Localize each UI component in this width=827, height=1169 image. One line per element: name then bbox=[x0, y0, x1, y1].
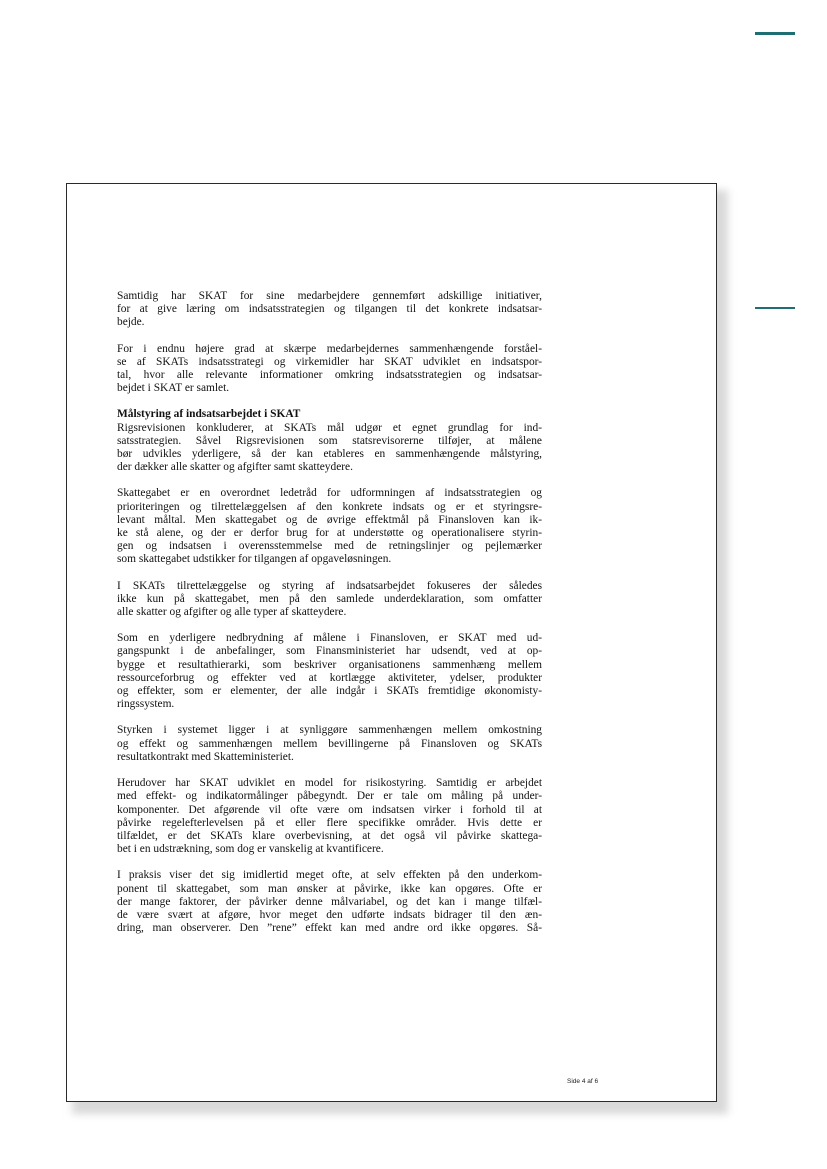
text-line: komponenter. Det afgørende vil ofte være om indsatsen virker i forhold til at bbox=[117, 803, 542, 816]
text-line: de være svært at afgøre, hvor meget den udførte indsats bidrager til den æn- bbox=[117, 908, 542, 921]
text-line: I SKATs tilrettelæggelse og styring af indsatsarbejdet fokuseres der således bbox=[117, 579, 542, 592]
text-line: og effekt og sammenhængen mellem bevillingerne på Finansloven og SKATs bbox=[117, 737, 542, 750]
text-line: for at give læring om indsatsstrategien og tilgangen til det konkrete indsatsar- bbox=[117, 303, 542, 316]
text-line: dring, man observerer. Den ”rene” effekt kan med andre ord ikke opgøres. Så- bbox=[117, 922, 542, 935]
text-line: tal, hvor alle relevante informationer omkring indsatsstrategien og indsatsar- bbox=[117, 369, 542, 382]
text-line: Samtidig har SKAT for sine medarbejdere gennemført adskillige initiativer, bbox=[117, 290, 542, 302]
text-line: bør udvikles yderligere, så der kan etableres en sammenhængende målstyring, bbox=[117, 448, 542, 461]
text-line: satsstrategien. Såvel Rigsrevisionen som statsrevisorerne tilføjer, at målene bbox=[117, 434, 542, 447]
text-line: tilfældet, er det SKATs klare overbevisning, at det også vil påvirke skattega- bbox=[117, 829, 542, 842]
paragraph bbox=[117, 632, 542, 711]
text-line: alle skatter og afgifter og alle typer af skatteydere. bbox=[117, 606, 347, 619]
document-body bbox=[117, 290, 542, 948]
paragraph bbox=[117, 724, 542, 764]
text-line: I praksis viser det sig imidlertid meget ofte, at selv effekten på den underkom- bbox=[117, 869, 542, 882]
text-line: For i endnu højere grad at skærpe medarbejdernes sammenhængende forståel- bbox=[117, 342, 542, 355]
paragraph bbox=[117, 408, 542, 474]
document-page bbox=[66, 183, 717, 1102]
text-line: bejdet i SKAT er samlet. bbox=[117, 382, 230, 395]
text-line: Skattegabet er en overordnet ledetråd for udformningen af indsatsstrategien og bbox=[117, 487, 542, 500]
text-line: bygge et resultathierarki, som beskriver organisationens sammenhæng mellem bbox=[117, 658, 542, 671]
text-line: se af SKATs indsatsstrategi og virkemidler har SKAT udviklet en indsatspor- bbox=[117, 355, 542, 368]
text-line: bejde. bbox=[117, 316, 145, 329]
paragraph bbox=[117, 777, 542, 856]
text-line: ringssystem. bbox=[117, 698, 175, 711]
text-line: der mange faktorer, der påvirker denne målvariabel, og det kan i mange tilfæl- bbox=[117, 895, 542, 908]
paragraph bbox=[117, 290, 542, 330]
text-line: Styrken i systemet ligger i at synliggøre sammenhængen mellem omkostning bbox=[117, 724, 542, 737]
text-line: levant måltal. Men skattegabet og de øvrige effektmål på Finansloven kan ik- bbox=[117, 513, 542, 526]
text-line: ponent til skattegabet, som man ønsker at påvirke, ikke kan opgøres. Ofte er bbox=[117, 882, 542, 895]
text-line: Rigsrevisionen konkluderer, at SKATs mål udgør et egnet grundlag for ind- bbox=[117, 421, 542, 434]
text-line: og effekter, som er elementer, der alle indgår i SKATs fremtidige økonomisty- bbox=[117, 685, 542, 698]
text-line: ikke kun på skattegabet, men på den samlede underdeklaration, som omfatter bbox=[117, 592, 542, 605]
text-line: resultatkontrakt med Skatteministeriet. bbox=[117, 750, 294, 763]
text-line: påvirke regelefterlevelsen på et eller flere specifikke områder. Hvis dette er bbox=[117, 816, 542, 829]
text-line: der dækker alle skatter og afgifter samt skatteydere. bbox=[117, 461, 353, 474]
text-line: Som en yderligere nedbrydning af målene i Finansloven, er SKAT med ud- bbox=[117, 632, 542, 645]
text-line: ressourceforbrug og effekter ved at kortlægge aktiviteter, ydelser, produkter bbox=[117, 671, 542, 684]
text-line: gen og indsatsen i overensstemmelse med de retningslinjer og pejlemærker bbox=[117, 540, 542, 553]
paragraph bbox=[117, 343, 542, 396]
text-line: bet i en udstrækning, som dog er vanskelig at kvantificere. bbox=[117, 843, 384, 856]
accent-rule-middle bbox=[755, 307, 795, 309]
text-line: som skattegabet udstikker for tilgangen af opgaveløsningen. bbox=[117, 553, 392, 566]
section-heading: Målstyring af indsatsarbejdet i SKAT bbox=[117, 408, 301, 421]
paragraph bbox=[117, 580, 542, 620]
paragraph bbox=[117, 869, 542, 935]
text-line: ke stå alene, og der er derfor brug for at understøtte og operationalisere styrin- bbox=[117, 527, 542, 540]
text-line: prioriteringen og tilrettelæggelsen af den konkrete indsats og er et styringsre- bbox=[117, 500, 542, 513]
accent-rule-top bbox=[755, 32, 795, 35]
paragraph bbox=[117, 487, 542, 566]
text-line: Herudover har SKAT udviklet en model for risikostyring. Samtidig er arbejdet bbox=[117, 777, 542, 790]
page-number: Side 4 af 6 bbox=[567, 1078, 599, 1085]
text-line: med effekt- og indikatormålinger påbegyndt. Der er tale om måling på under- bbox=[117, 790, 542, 803]
text-line: gangspunkt i de anbefalinger, som Finansministeriet har udsendt, ved at op- bbox=[117, 645, 542, 658]
